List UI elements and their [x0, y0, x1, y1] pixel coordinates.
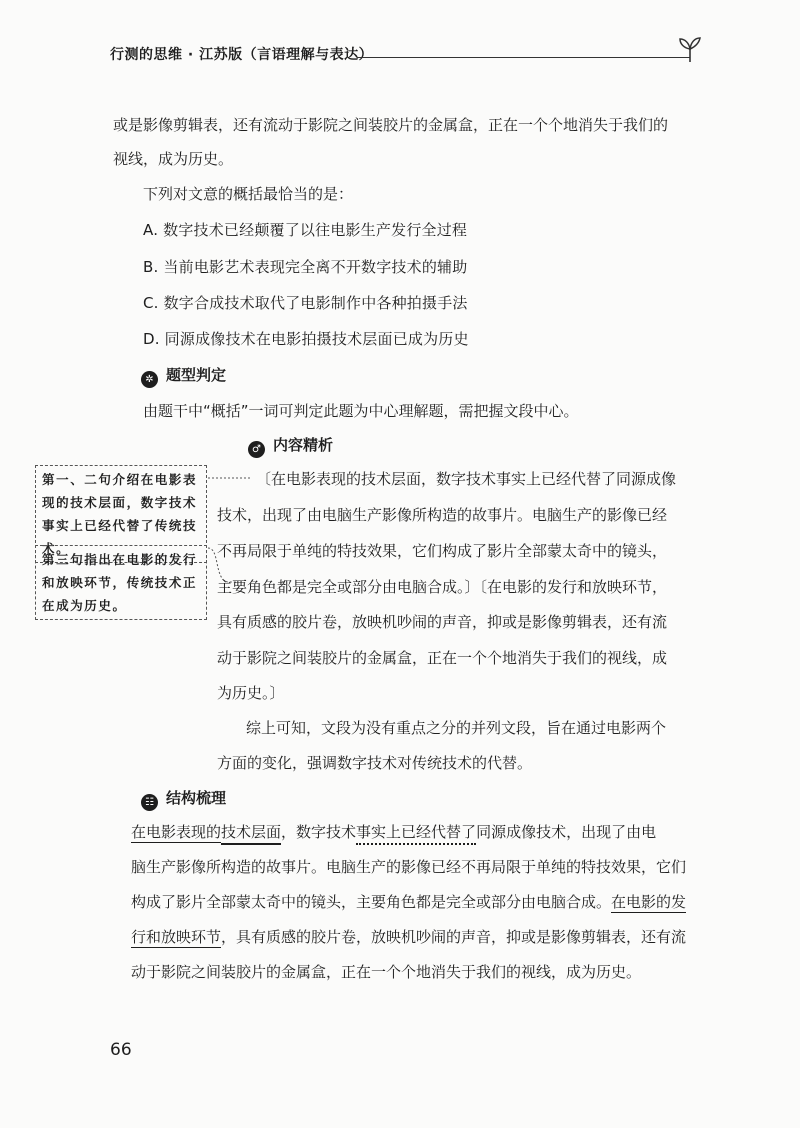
passage-line: 或是影像剪辑表，还有流动于影院之间装胶片的金属盒，正在一个个地消失于我们的	[113, 116, 669, 134]
question-prompt: 下列对文意的概括最恰当的是：	[143, 185, 354, 203]
analysis-line: 动于影院之间装胶片的金属盒，正在一个个地消失于我们的视线，成	[217, 649, 668, 667]
section-content-heading: ♂ 内容精析	[248, 434, 333, 458]
structure-icon: ☷	[141, 794, 158, 811]
gear-icon: ✲	[141, 371, 158, 388]
structure-line: 动于影院之间装胶片的金属盒，正在一个个地消失于我们的视线，成为历史。	[131, 963, 642, 981]
underline-span: 行和放映环节	[131, 928, 222, 946]
page-number: 66	[110, 1040, 132, 1060]
structure-line: 构成了影片全部蒙太奇中的镜头，主要角色都是完全或部分由电脑合成。在电影的发	[131, 893, 687, 911]
analysis-line: 〔在电影表现的技术层面，数字技术事实上已经代替了同源成像	[256, 470, 677, 488]
underline-span: 技术层面	[221, 823, 281, 845]
sprout-icon	[672, 34, 708, 64]
emphasis-span: 事实上已经代替了	[356, 823, 476, 845]
summary-line: 方面的变化，强调数字技术对传统技术的代替。	[217, 754, 533, 772]
option-a: A. 数字技术已经颠覆了以往电影生产发行全过程	[143, 221, 468, 239]
structure-line: 脑生产影像所构造的故事片。电脑生产的影像已经不再局限于单纯的特技效果，它们	[131, 858, 687, 876]
section-type-heading: ✲ 题型判定	[141, 364, 226, 388]
option-b: B. 当前电影艺术表现完全离不开数字技术的辅助	[143, 258, 468, 276]
analysis-line: 为历史。〕	[217, 684, 285, 702]
passage-line: 视线，成为历史。	[113, 150, 234, 168]
margin-note: 第一、二句介绍在电影表现的技术层面，数字技术事实上已经代替了传统技术。	[35, 465, 207, 563]
section-structure-heading: ☷ 结构梳理	[141, 787, 226, 811]
analysis-line: 技术，出现了由电脑生产影像所构造的故事片。电脑生产的影像已经	[217, 506, 668, 524]
structure-line: 行和放映环节，具有质感的胶片卷，放映机吵闹的声音，抑或是影像剪辑表，还有流	[131, 928, 687, 946]
analysis-icon: ♂	[248, 441, 265, 458]
running-header: 行测的思维 · 江苏版（言语理解与表达）	[110, 47, 374, 63]
summary-line: 综上可知，文段为没有重点之分的并列文段，旨在通过电影两个	[246, 719, 667, 737]
analysis-line: 具有质感的胶片卷，放映机吵闹的声音，抑或是影像剪辑表，还有流	[217, 613, 668, 631]
header-rule	[357, 57, 690, 58]
margin-note: 第三句指出在电影的发行和放映环节，传统技术正在成为历史。	[35, 545, 207, 620]
underline-span: 在电影的发	[611, 893, 687, 911]
option-c: C. 数字合成技术取代了电影制作中各种拍摄手法	[143, 294, 468, 312]
section-type-text: 由题干中“概括”一词可判定此题为中心理解题，需把握文段中心。	[143, 402, 579, 420]
analysis-line: 不再局限于单纯的特技效果，它们构成了影片全部蒙太奇中的镜头，	[217, 542, 668, 560]
analysis-line: 主要角色都是完全或部分由电脑合成。〕〔在电影的发行和放映环节，	[217, 578, 668, 596]
structure-line: 在电影表现的技术层面，数字技术事实上已经代替了同源成像技术，出现了由电	[131, 821, 656, 842]
option-d: D. 同源成像技术在电影拍摄技术层面已成为历史	[143, 330, 469, 348]
underline-span: 在电影表现的	[131, 823, 222, 841]
